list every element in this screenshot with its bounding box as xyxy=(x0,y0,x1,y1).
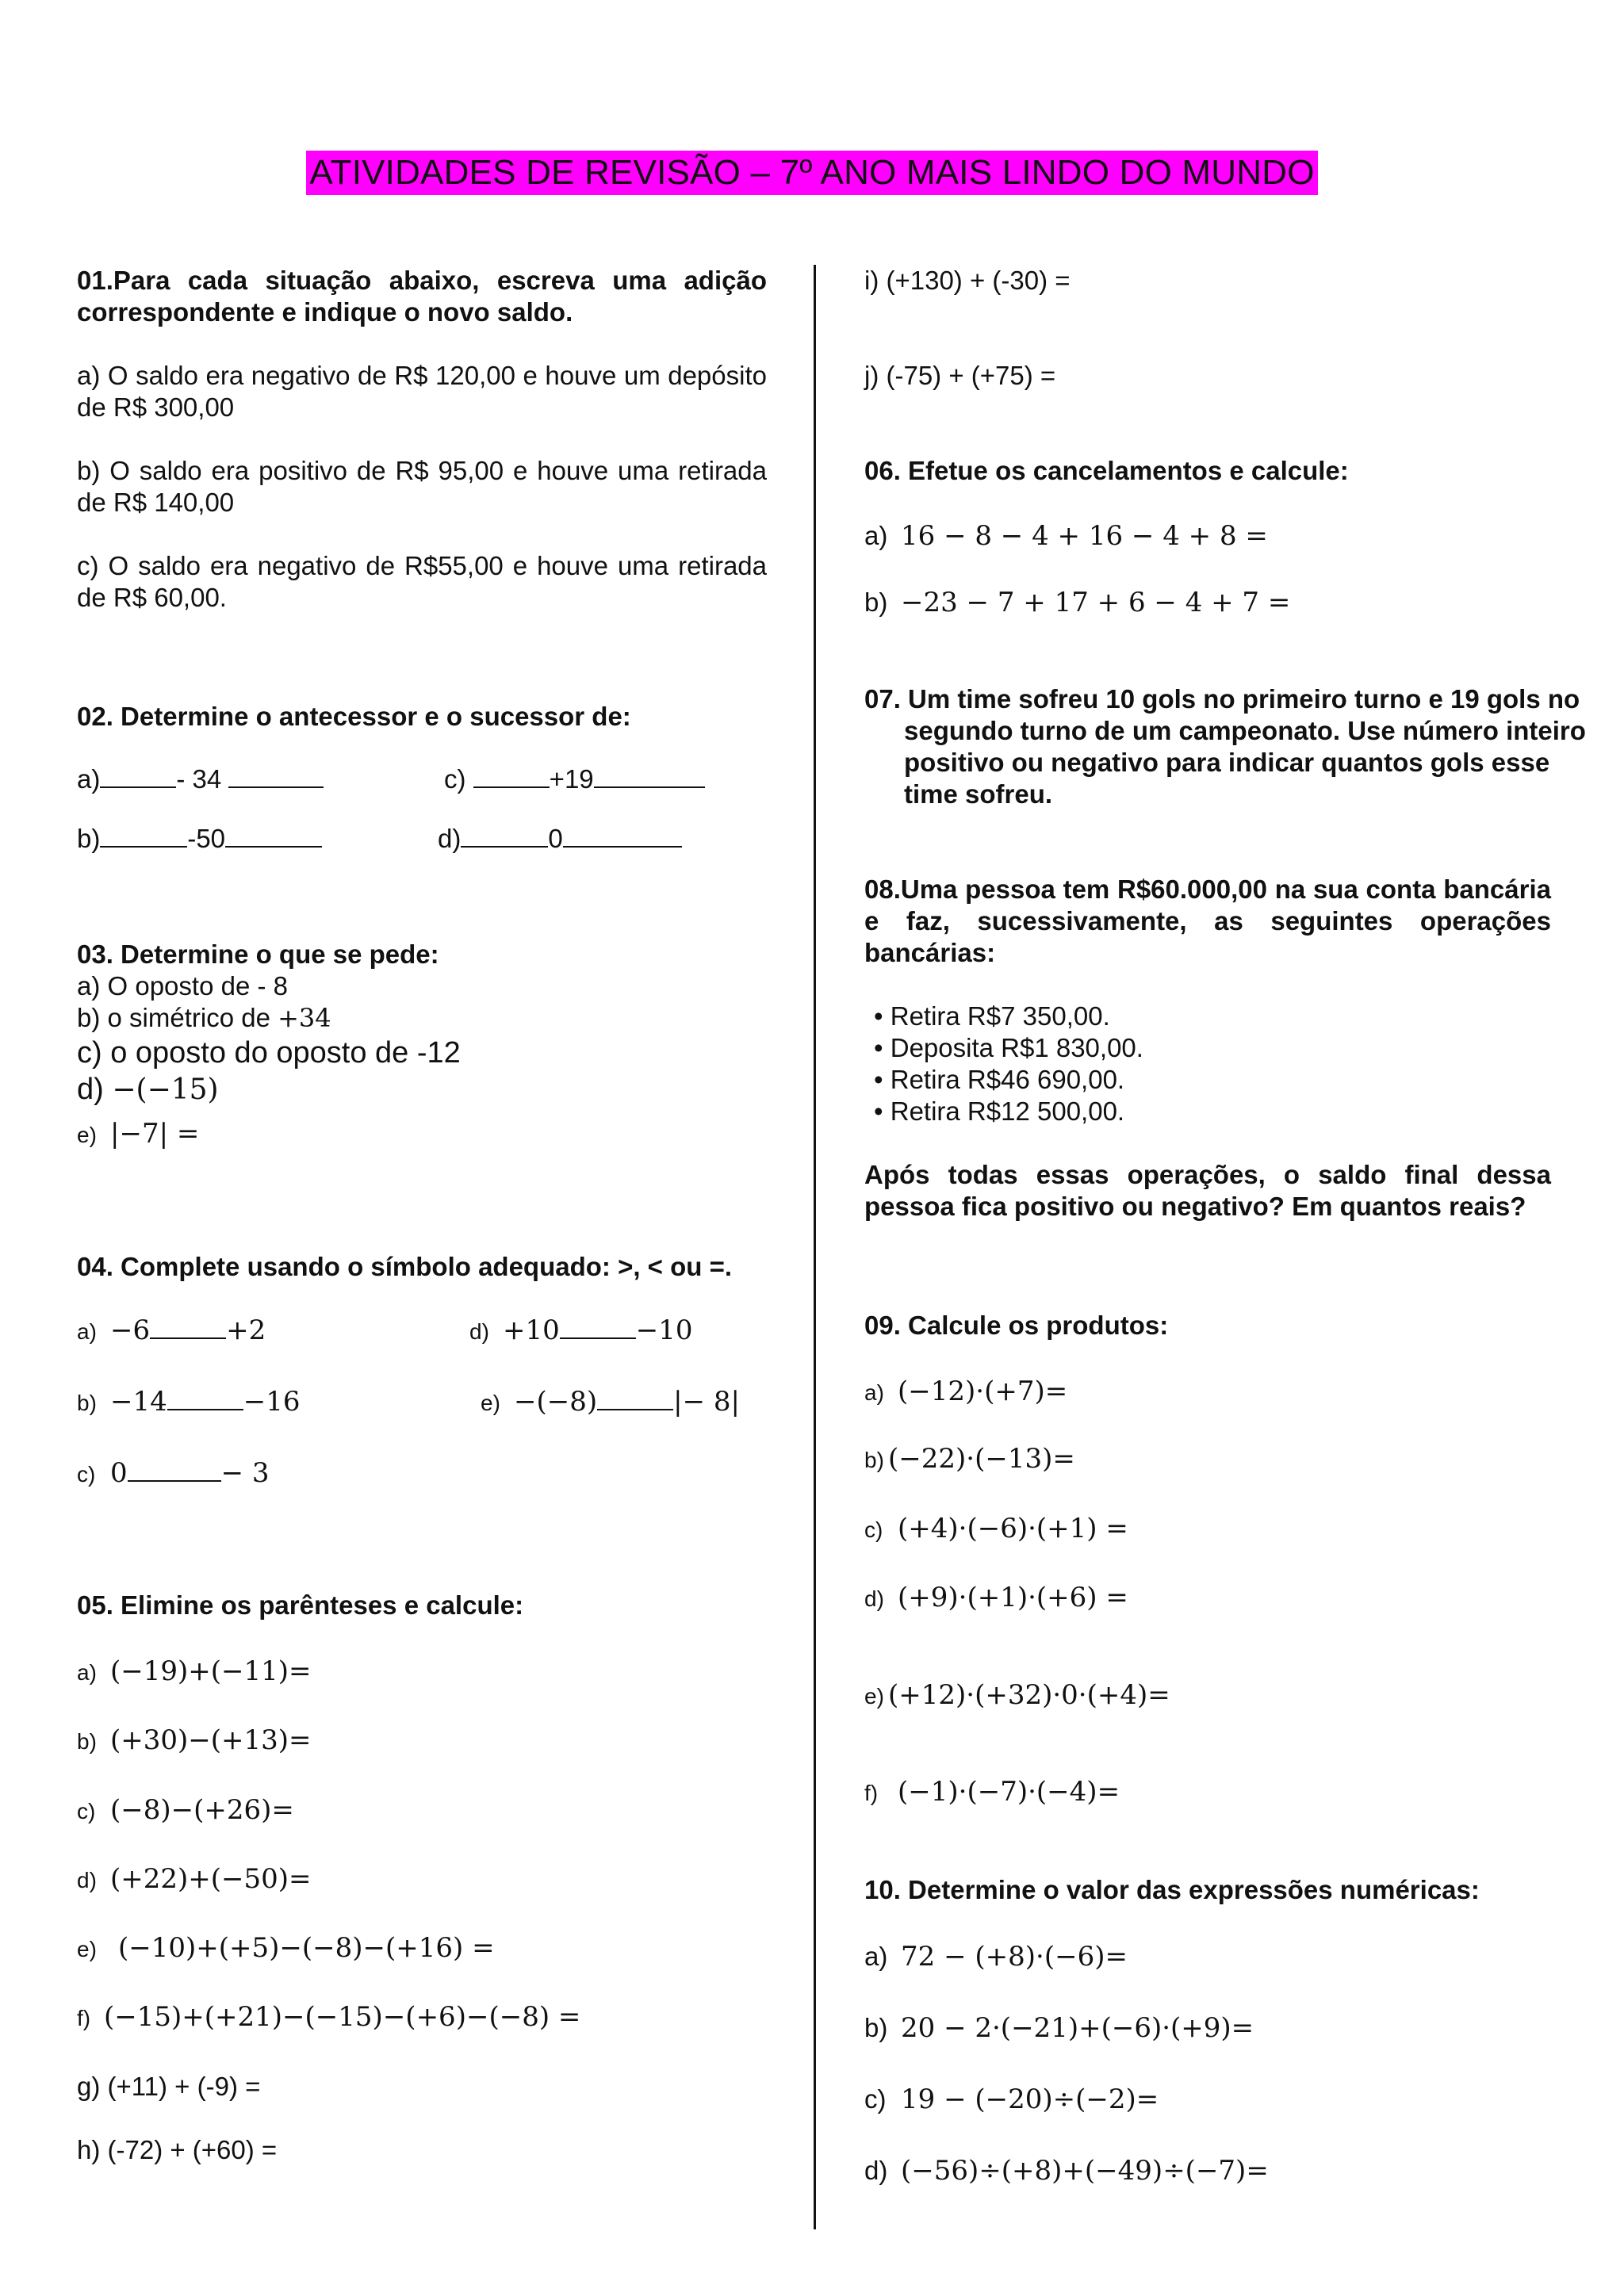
q04-item-b: b) −14 −16 xyxy=(77,1386,301,1418)
list-item: • Retira R$7 350,00. xyxy=(864,1001,1551,1032)
q09-item-f: f) (−1)·(−7)·(−4)= xyxy=(864,1776,1120,1808)
q05-item-d: d) (+22)+(−50)= xyxy=(77,1863,312,1895)
q03-item-a: a) O oposto de - 8 xyxy=(77,971,288,1001)
list-item: • Deposita R$1 830,00. xyxy=(864,1032,1551,1064)
q09-item-d: d) (+9)·(+1)·(+6) = xyxy=(864,1582,1128,1613)
q04-item-a: a) −6 +2 xyxy=(77,1314,266,1346)
answer-blank[interactable] xyxy=(128,1458,221,1482)
answer-blank[interactable] xyxy=(225,824,322,848)
q09-item-c: c) (+4)·(−6)·(+1) = xyxy=(864,1513,1128,1544)
q04-item-e: e) −(−8) |− 8| xyxy=(481,1386,740,1418)
q10-item-b: b) 20 − 2·(−21)+(−6)·(+9)= xyxy=(864,2012,1254,2044)
q02-b-label: b) xyxy=(77,824,101,853)
q02-a-label: a) xyxy=(77,764,101,794)
q02-item-d xyxy=(438,823,682,855)
q06-item-b: b) −23 − 7 + 17 + 6 − 4 + 7 = xyxy=(864,587,1291,618)
q08-heading: 08.Uma pessoa tem R$60.000,00 na sua conta bancária e faz, sucessivamente, as seguintes operações bancárias: xyxy=(864,874,1551,967)
q10-item-c: c) 19 − (−20)÷(−2)= xyxy=(864,2084,1159,2115)
q10-heading: 10. Determine o valor das expressões numéricas: xyxy=(864,1875,1480,1904)
q06-item-a: a) 16 − 8 − 4 + 16 − 4 + 8 = xyxy=(864,520,1268,552)
q02-heading: 02. Determine o antecessor e o sucessor de: xyxy=(77,702,631,731)
q05-item-e: e) (−10)+(+5)−(−8)−(+16) = xyxy=(77,1932,495,1964)
q04-heading: 04. Complete usando o símbolo adequado: >, < ou =. xyxy=(77,1252,733,1281)
list-item: • Retira R$46 690,00. xyxy=(864,1064,1551,1096)
q05-item-j: j) (-75) + (+75) = xyxy=(864,361,1056,390)
q09-item-b: b) (−22)·(−13)= xyxy=(864,1443,1075,1475)
q09-item-a: a) (−12)·(+7)= xyxy=(864,1376,1068,1407)
column-divider xyxy=(814,265,816,2229)
answer-blank[interactable] xyxy=(597,1387,673,1410)
q08-question: Após todas essas operações, o saldo final dessa pessoa fica positivo ou negativo? Em quantos reais? xyxy=(864,1160,1551,1221)
q09-item-e: e) (+12)·(+32)·0·(+4)= xyxy=(864,1679,1170,1711)
page-title: ATIVIDADES DE REVISÃO – 7º ANO MAIS LINDO DO MUNDO xyxy=(306,151,1317,195)
q02-item-a xyxy=(77,763,324,795)
q03-item-c: c) o oposto do oposto de -12 xyxy=(77,1036,461,1070)
q02-a-value: - 34 xyxy=(176,764,222,794)
q03-item-d: d) −(−15) xyxy=(77,1073,219,1106)
q06-heading: 06. Efetue os cancelamentos e calcule: xyxy=(864,456,1349,485)
q05-item-a: a) (−19)+(−11)= xyxy=(77,1655,312,1687)
q10-item-d: d) (−56)÷(+8)+(−49)÷(−7)= xyxy=(864,2155,1269,2187)
answer-blank[interactable] xyxy=(563,824,682,848)
answer-blank[interactable] xyxy=(228,764,324,788)
q01-item-c: c) O saldo era negativo de R$55,00 e houve uma retirada de R$ 60,00. xyxy=(77,551,767,612)
q03-heading: 03. Determine o que se pede: xyxy=(77,939,439,969)
q05-item-g: g) (+11) + (-9) = xyxy=(77,2072,261,2101)
q02-d-value: 0 xyxy=(548,824,563,853)
q05-item-c: c) (−8)−(+26)= xyxy=(77,1794,294,1826)
q05-heading: 05. Elimine os parênteses e calcule: xyxy=(77,1590,524,1620)
q02-item-b xyxy=(77,823,322,855)
q04-item-c: c) 0 − 3 xyxy=(77,1457,270,1489)
q03-item-e: e) |−7| = xyxy=(77,1118,200,1150)
answer-blank[interactable] xyxy=(560,1315,636,1339)
q02-item-c xyxy=(444,763,705,795)
q01-heading: 01.Para cada situação abaixo, escreva uma adição correspondente e indique o novo saldo. xyxy=(77,266,767,327)
q05-item-i: i) (+130) + (-30) = xyxy=(864,266,1071,295)
q02-b-value: -50 xyxy=(187,824,226,853)
answer-blank[interactable] xyxy=(473,764,550,788)
q09-heading: 09. Calcule os produtos: xyxy=(864,1311,1169,1340)
q05-item-f: f) (−15)+(+21)−(−15)−(+6)−(−8) = xyxy=(77,2001,581,2033)
q10-item-a: a) 72 − (+8)·(−6)= xyxy=(864,1941,1128,1973)
q05-item-b: b) (+30)−(+13)= xyxy=(77,1724,312,1756)
q05-item-h: h) (-72) + (+60) = xyxy=(77,2135,278,2164)
list-item: • Retira R$12 500,00. xyxy=(864,1096,1551,1127)
answer-blank[interactable] xyxy=(594,764,705,788)
answer-blank[interactable] xyxy=(150,1315,226,1339)
q01-item-b: b) O saldo era positivo de R$ 95,00 e houve uma retirada de R$ 140,00 xyxy=(77,456,767,517)
q02-d-label: d) xyxy=(438,824,462,853)
q01-item-a: a) O saldo era negativo de R$ 120,00 e houve um depósito de R$ 300,00 xyxy=(77,361,767,422)
answer-blank[interactable] xyxy=(167,1387,243,1410)
answer-blank[interactable] xyxy=(100,764,176,788)
answer-blank[interactable] xyxy=(461,824,548,848)
q07-heading: 07. Um time sofreu 10 gols no primeiro turno e 19 gols no segundo turno de um campeonato. Use número inteiro positivo ou negativo para indicar quantos gols esse time sofreu. xyxy=(864,684,1586,809)
answer-blank[interactable] xyxy=(100,824,187,848)
q04-item-d: d) +10 −10 xyxy=(469,1314,693,1346)
q02-c-label: c) xyxy=(444,764,466,794)
title-container xyxy=(0,151,1624,195)
q03-item-b: b) o simétrico de +34 xyxy=(77,1003,331,1033)
q08-operations-list xyxy=(864,1001,1551,1127)
q02-c-value: +19 xyxy=(549,764,594,794)
